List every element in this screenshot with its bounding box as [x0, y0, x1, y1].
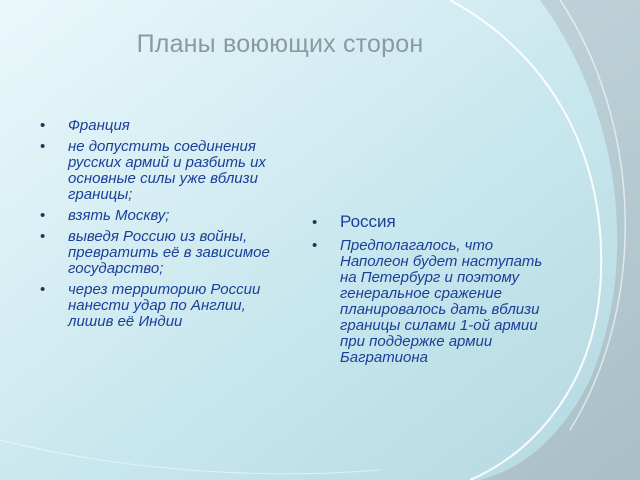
- list-item: • взять Москву;: [38, 208, 286, 224]
- list-item: • выведя Россию из войны, превратить её в зависимое государство;: [38, 229, 286, 277]
- list-item: • не допустить соединения русских армий и разбить их основные силы уже вблизи границы;: [38, 139, 286, 203]
- france-plans: [38, 118, 286, 335]
- slide-title: Планы воюющих сторон: [136, 30, 424, 58]
- list-item: • Франция: [38, 118, 286, 134]
- russia-plans: [310, 212, 546, 371]
- list-item: • через территорию России нанести удар по Англии, лишив её Индии: [38, 282, 286, 330]
- list-item: • Россия: [310, 212, 546, 232]
- list-item: • Предполагалось, что Наполеон будет наступать на Петербург и поэтому генеральное сражение планировалось дать вблизи границы силами 1-ой армии при поддержке армии Багратиона: [310, 238, 546, 366]
